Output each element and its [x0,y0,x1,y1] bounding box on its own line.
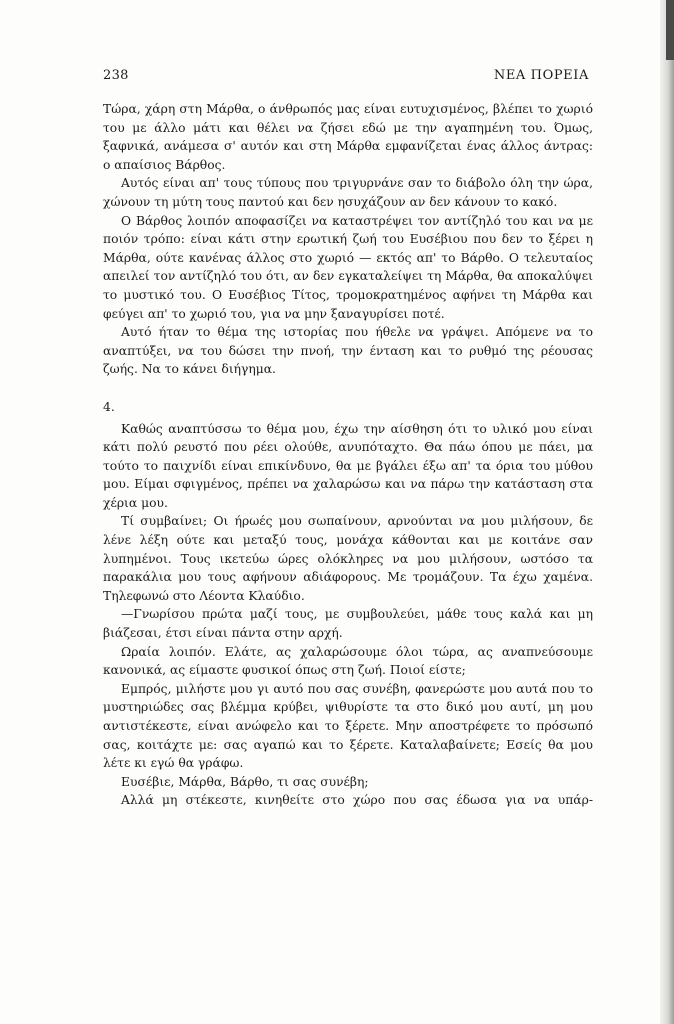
running-title: ΝΕΑ ΠΟΡΕΙΑ [493,68,589,83]
paragraph: Τί συμβαίνει; Οι ήρωές μου σωπαίνουν, αρνούνται να μου μιλήσουν, δε λένε λέξη ούτε και μεταξύ τους, μονάχα κάθονται και με κοιτάνε σαν λυπημένοι. Τους ικετεύω ώρες ολόκληρες να μου μιλήσουν, ωστόσο τα παρακάλια μου τους αφήνουν αδιάφορους. Με τρομάζουν. Τα έχω χαμένα. Τηλεφωνώ στο Λέοντα Κλαύδιο. [103,514,593,603]
paragraph: Εμπρός, μιλήστε μου γι αυτό που σας συνέβη, φανερώστε μου αυτά που το μυστηριώδες σας βλέμμα κρύβει, ψιθυρίστε τα στο δικό μου αυτί, μη μου αντιστέκεστε, είναι ανώφελο και το ξέρετε. Μην αποστρέφετε το πρόσωπό σας, κοιτάχτε με: σας αγαπώ και το ξέρετε. Καταλαβαίνετε; Εσείς θα μου λέτε κι εγώ θα γράφω. [103,681,593,771]
paragraph: Αυτός είναι απ' τους τύπους που τριγυρνάνε σαν το διάβολο όλη την ώρα, χώνουν τη μύτη τους παντού και δεν ησυχάζουν αν δεν κάνουν το κακό. [103,176,593,209]
page-number: 238 [103,68,129,83]
paragraph: Καθώς αναπτύσσω το θέμα μου, έχω την αίσθηση ότι το υλικό μου είναι κάτι πολύ ρευστό που ρέει ολούθε, ανυπόταχτο. Θα πάω όπου με πάει, μα τούτο το παιχνίδι είναι επικίνδυνο, θα με βγάλει έξω απ' τα όρια του μύθου μου. Είμαι σφιγμένος, πρέπει να χαλαρώσω και να πάρω την κατάσταση στα χέρια μου. [103,421,593,510]
paragraph: Αλλά μη στέκεστε, κινηθείτε στο χώρο που σας έδωσα για να υπάρ- [121,793,593,808]
body-text [103,100,593,810]
paragraph: Ο Βάρθος λοιπόν αποφασίζει να καταστρέψει τον αντίζηλό του και να με ποιόν τρόπο: είναι κάτι στην ερωτική ζωή του Ευσέβιου που δεν το ξέρει η Μάρθα, ούτε κανένας άλλος στο χωριό — εκτός απ' το Βάρθο. Ο τελευταίος απειλεί τον αντίζηλό του ότι, αν δεν εγκαταλείψει τη Μάρθα, θα αποκαλύψει το μυστικό του. Ο Ευσέβιος Τίτος, τρομοκρατημένος αφήνει τη Μάρθα και φεύγει απ' το χωριό του, για να μην ξαναγυρίσει ποτέ. [103,213,593,321]
page-edge-dark-corner [666,0,674,60]
paragraph: Ευσέβιε, Μάρθα, Βάρθο, τι σας συνέβη; [121,774,369,789]
paragraph: —Γνωρίσου πρώτα μαζί τους, με συμβουλεύει, μάθε τους καλά και μη βιάζεσαι, έτσι είναι πάντα στην αρχή. [103,607,593,641]
page-header [103,68,589,83]
section-number: 4. [103,399,115,414]
page-edge-shadow [660,0,674,1024]
paragraph: Τώρα, χάρη στη Μάρθα, ο άνθρωπός μας είναι ευτυχισμένος, βλέπει το χωριό του με άλλο μάτι και θέλει να ζήσει εδώ με την αγαπημένη του. Όμως, ξαφνικά, ανάμεσα σ' αυτόν και στη Μάρθα εμφανίζεται ένας άλλος άντρας: ο απαίσιος Βάρθος. [103,102,593,172]
paragraph: Ωραία λοιπόν. Ελάτε, ας χαλαρώσουμε όλοι τώρα, ας αναπνεύσουμε κανονικά, ας είμαστε φυσικοί όπως στη ζωή. Ποιοί είστε; [103,644,593,678]
paragraph: Αυτό ήταν το θέμα της ιστορίας που ήθελε να γράψει. Απόμενε να το αναπτύξει, να του δώσει την πνοή, την ένταση και το ρυθμό της ρέουσας ζωής. Να το κάνει διήγημα. [103,325,593,377]
